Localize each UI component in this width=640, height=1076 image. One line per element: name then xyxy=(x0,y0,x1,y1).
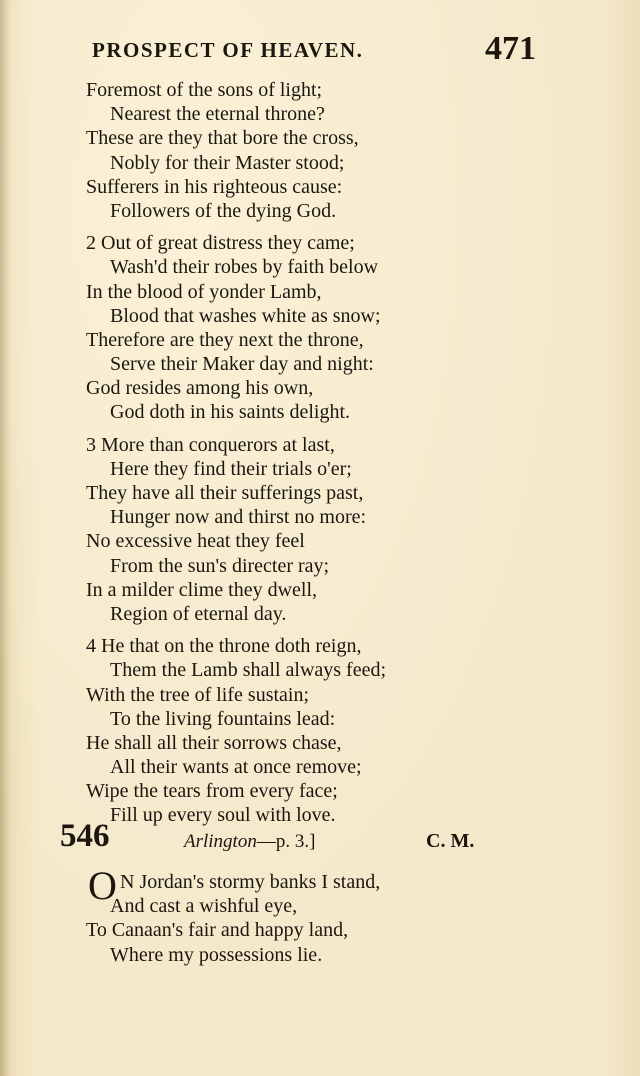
verse-line: In the blood of yonder Lamb, xyxy=(86,280,322,303)
verse-line: Where my possessions lie. xyxy=(110,943,323,966)
verse-line: To Canaan's fair and happy land, xyxy=(86,919,349,942)
hymn-546-lines xyxy=(86,894,506,967)
stanza xyxy=(86,634,506,828)
verse-line: With the tree of life sustain; xyxy=(86,683,310,706)
verse-line: In a milder clime they dwell, xyxy=(86,578,318,601)
page-header xyxy=(92,30,542,72)
verse-line: Nobly for their Master stood; xyxy=(110,151,345,174)
gutter-shadow xyxy=(0,0,10,1076)
verse-line: From the sun's directer ray; xyxy=(110,554,330,577)
verse-line: Here they find their trials o'er; xyxy=(110,457,352,480)
running-title: PROSPECT OF HEAVEN. xyxy=(92,38,364,62)
verse-line: Foremost of the sons of light; xyxy=(86,79,323,101)
verse-line: Region of eternal day. xyxy=(110,602,287,625)
verse-line: 2 Out of great distress they came; xyxy=(86,232,355,255)
verse-line: Therefore are they next the throne, xyxy=(86,328,364,351)
verse-line: Serve their Maker day and night: xyxy=(110,353,374,376)
verse-line: Followers of the dying God. xyxy=(110,199,337,222)
tune-name: Arlington xyxy=(184,831,257,852)
verse-line: Wipe the tears from every face; xyxy=(86,780,338,803)
verse-line: They have all their sufferings past, xyxy=(86,482,364,504)
verse-line: 4 He that on the throne doth reign, xyxy=(86,635,362,658)
hymn-meter: C. M. xyxy=(426,830,475,852)
verse-line: Wash'd their robes by faith below xyxy=(110,256,379,279)
verse-line: Sufferers in his righteous cause: xyxy=(86,175,343,198)
verse-line: Blood that washes white as snow; xyxy=(110,304,381,327)
tune-page-ref: —p. 3.] xyxy=(256,831,316,852)
hymn-546-text xyxy=(86,863,506,967)
verse-line: God resides among his own, xyxy=(86,377,314,400)
hymn-text-continued xyxy=(86,78,506,836)
stanza xyxy=(86,433,506,627)
verse-line: Nearest the eternal throne? xyxy=(110,103,325,126)
stanza xyxy=(86,231,506,425)
verse-line: To the living fountains lead: xyxy=(110,707,336,730)
verse-line: Them the Lamb shall always feed; xyxy=(110,659,387,682)
first-line-text: N Jordan's stormy banks I stand, xyxy=(120,871,381,893)
verse-line: And cast a wishful eye, xyxy=(110,895,298,918)
hymn-546-heading xyxy=(60,818,490,858)
verse-line: He shall all their sorrows chase, xyxy=(86,731,342,754)
verse-line: Hunger now and thirst no more: xyxy=(110,506,367,529)
verse-line: 3 More than conquerors at last, xyxy=(86,433,335,456)
verse-line: No excessive heat they feel xyxy=(86,530,305,553)
stanza xyxy=(86,78,506,223)
verse-line: All their wants at once remove; xyxy=(110,756,362,779)
page-number: 471 xyxy=(485,30,536,67)
verse-line: These are they that bore the cross, xyxy=(86,127,359,150)
verse-line: God doth in his saints delight. xyxy=(110,401,350,424)
hymn-number: 546 xyxy=(60,818,110,854)
tune-reference xyxy=(184,831,315,853)
drop-cap: O xyxy=(88,863,117,908)
verse-line: Fill up every soul with love. xyxy=(110,804,336,827)
